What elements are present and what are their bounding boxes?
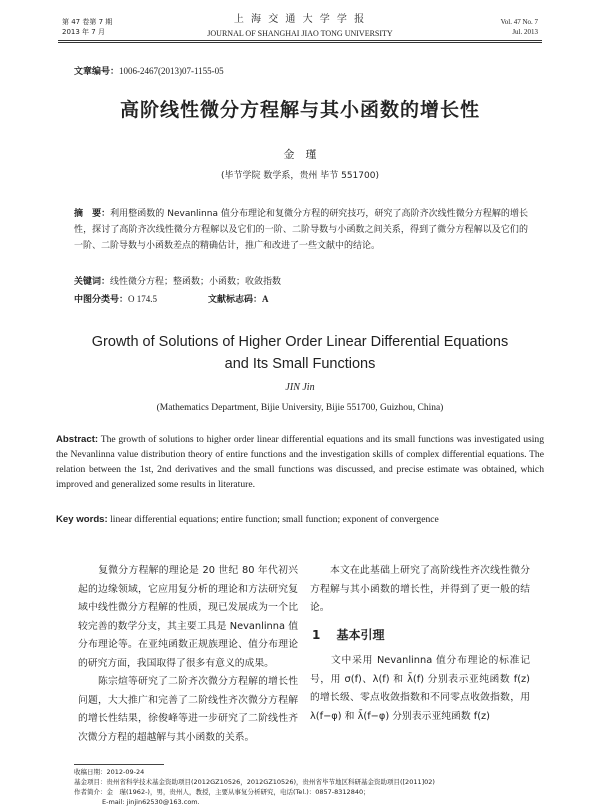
abstract-en-text: The growth of solutions to higher order linear differential equations and its small functions was investigated using the Nevanlinna value distribution theory of entire functions and the investigation skills of complex differential equations. The relation between the 1st, 2nd derivatives and the small functions was discussed, and precise estimate was obtained, which improved and generalized some results in literature. xyxy=(56,434,544,490)
affiliation-cn: (毕节学院 数学系，贵州 毕节 551700) xyxy=(221,171,379,181)
footnote-received: 收稿日期：2012-09-24 xyxy=(74,768,145,776)
header-volume: 第 47 卷第 7 期 xyxy=(62,18,113,26)
document-code xyxy=(208,291,269,308)
title-en-line-1: Growth of Solutions of Higher Order Linear Differential Equations xyxy=(91,334,509,350)
doc-code-value: A xyxy=(262,294,269,304)
body-paragraph-2: 陈宗煊等研究了二阶齐次微分方程解的增长性问题，大大推广和完善了二阶线性齐次微分方程解的增长性结果，徐俊峰等进一步研究了二阶线性齐次微分方程的超越解与其小函数的关系。 xyxy=(78,676,298,743)
footnotes xyxy=(74,767,544,807)
keywords-cn-text: 线性微分方程；整函数；小函数；收敛指数 xyxy=(110,277,282,287)
section-title: 基本引理 xyxy=(336,628,385,642)
author-cn: 金 瑾 xyxy=(283,148,317,161)
abstract-en-label: Abstract: xyxy=(56,434,99,445)
title-en xyxy=(0,331,600,375)
abstract-cn-text: 利用整函数的 Nevanlinna 值分布理论和复微分方程的研究技巧，研究了高阶齐次线性微分方程解的增长性，探讨了高阶齐次线性微分方程解以及它们的一阶、二阶导数与小函数之间关系，得到了微分方程解以及它们的一阶、二阶导数与小函数差点的精确估计，推广和改进了一些文献中的结论。 xyxy=(74,209,528,251)
section-heading xyxy=(312,626,385,643)
article-id xyxy=(74,64,224,77)
body-paragraph-1: 复微分方程解的理论是 20 世纪 80 年代初兴起的边缘领域，它应用复分析的理论和方法研究复域中线性微分方程解的性质，现已发展成为一个比较完善的数学分支，其主要工具是 Nevanlinna 值分布理论等。在亚纯函数正规族理论、值分布理论的研究方面，我国取得了很多有意义的成果。 xyxy=(78,565,298,669)
clc-value: O 174.5 xyxy=(128,294,158,304)
body-left-column xyxy=(78,562,298,747)
header-date-en: Jul. 2013 xyxy=(512,28,538,36)
journal-name-cn: 上 海 交 通 大 学 学 报 xyxy=(233,14,367,25)
footnote-rule xyxy=(74,764,164,765)
affiliation-en: (Mathematics Department, Bijie University, Bijie 551700, Guizhou, China) xyxy=(156,403,444,413)
keywords-en-text: linear differential equations; entire function; small function; exponent of convergence xyxy=(110,514,439,525)
abstract-cn-label: 摘 要： xyxy=(74,209,111,219)
clc-number xyxy=(74,291,157,308)
keywords-cn-label: 关键词： xyxy=(74,277,111,287)
clc-label: 中图分类号： xyxy=(74,295,129,305)
doc-code-label: 文献标志码： xyxy=(208,295,263,305)
section-number: 1 xyxy=(312,628,321,642)
title-cn: 高阶线性微分方程解与其小函数的增长性 xyxy=(119,99,480,121)
header-volume-en: Vol. 47 No. 7 xyxy=(500,18,538,26)
footnote-funding: 基金项目：贵州省科学技术基金资助项目(2012GZ10526，2012GZ10526)，贵州省毕节地区科研基金资助项目([2011]02) xyxy=(74,778,435,786)
article-id-label: 文章编号： xyxy=(74,67,120,77)
abstract-cn xyxy=(74,206,528,254)
section-body: 文中采用 Nevanlinna 值分布理论的标准记号，用 σ(f)、λ(f) 和 λ̄(f) 分别表示亚纯函数 f(z) 的增长级、零点收敛指数和不同零点收敛指数，用 λ(f−φ) 和 λ̄(f−φ) 分别表示亚纯函数 f(z) xyxy=(310,655,530,722)
header-rule-bottom xyxy=(58,42,542,43)
keywords-en xyxy=(56,512,544,527)
abstract-en xyxy=(56,432,544,492)
body-right-intro: 本文在此基础上研究了高阶线性齐次线性微分方程解与其小函数的增长性，并得到了更一般的结论。 xyxy=(310,565,530,613)
author-en: JIN Jin xyxy=(285,382,315,393)
keywords-en-label: Key words: xyxy=(56,514,108,525)
header-date: 2013 年 7 月 xyxy=(62,28,105,36)
header-rule-top xyxy=(58,40,542,41)
keywords-cn xyxy=(74,274,528,290)
article-id-value: 1006-2467(2013)07-1155-05 xyxy=(119,66,224,76)
footnote-author: 作者简介：金 瑾(1962-)，男，贵州人，教授，主要从事复分析研究，电话(Tel.)：0857-8312840； xyxy=(74,788,370,796)
title-en-line-2: and Its Small Functions xyxy=(224,356,376,372)
journal-name-en: JOURNAL OF SHANGHAI JIAO TONG UNIVERSITY xyxy=(207,29,393,38)
footnote-email: E-mail: jinjin62530@163.com. xyxy=(102,798,200,806)
